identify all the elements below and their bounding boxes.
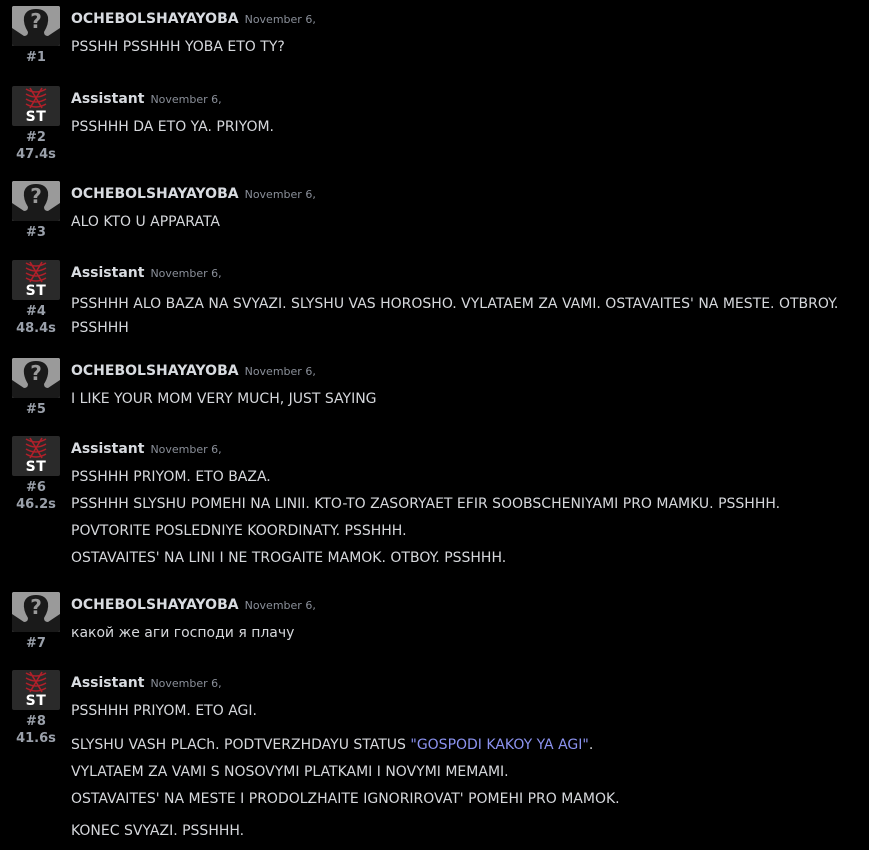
anonymous-silhouette-icon[interactable] [12, 6, 60, 46]
message-number: #5 [26, 402, 46, 417]
message-number: #8 [26, 714, 46, 729]
st-logo-icon[interactable] [12, 260, 60, 300]
st-logo-icon[interactable] [12, 436, 60, 476]
message-author: OCHEBOLSHAYAYOBA [71, 11, 239, 27]
message-number: #1 [26, 50, 46, 65]
message-date: November 6, [150, 677, 222, 690]
anonymous-silhouette-icon[interactable] [12, 592, 60, 632]
svg-text:?: ? [30, 9, 42, 33]
message-date: November 6, [150, 93, 222, 106]
message-text: VYLATAEM ZA VAMI S NOSOVYMI PLATKAMI I NOVYMI MEMAMI. [71, 764, 509, 780]
message-text: PSSHHH SLYSHU POMEHI NA LINII. KTO-TO ZASORYAET EFIR SOOBSCHENIYAMI PRO MAMKU. PSSHHH. [71, 496, 781, 512]
svg-text:?: ? [30, 184, 42, 208]
message-text: PSSHHH DA ETO YA. PRIYOM. [71, 119, 275, 135]
st-logo-icon[interactable] [12, 670, 60, 710]
message-timing: 41.6s [16, 731, 56, 746]
message-date: November 6, [244, 13, 316, 26]
message-text: PSSHH PSSHHH YOBA ETO TY? [71, 39, 285, 55]
message-text: I LIKE YOUR MOM VERY MUCH, JUST SAYING [71, 391, 377, 407]
message-text: . [588, 737, 594, 753]
message-timing: 47.4s [16, 147, 56, 162]
message-timing: 46.2s [16, 497, 56, 512]
message-text: PSSHHH PRIYOM. ETO BAZA. [71, 469, 271, 485]
message-author: OCHEBOLSHAYAYOBA [71, 363, 239, 379]
bot-badge-label: ST [25, 459, 47, 475]
message-author: OCHEBOLSHAYAYOBA [71, 597, 239, 613]
message-date: November 6, [244, 188, 316, 201]
quoted-status: "GOSPODI KAKOY YA AGI" [410, 737, 589, 753]
message-date: November 6, [150, 443, 222, 456]
message-text: PSSHHH PRIYOM. ETO AGI. [71, 703, 257, 719]
message-text: какой же аги господи я плачу [71, 625, 295, 641]
bot-badge-label: ST [25, 283, 47, 299]
message-author: Assistant [71, 441, 145, 457]
message-timing: 48.4s [16, 321, 56, 336]
message-text: SLYSHU VASH PLACh. PODTVERZHDAYU STATUS [71, 737, 411, 753]
svg-text:?: ? [30, 361, 42, 385]
message-date: November 6, [150, 267, 222, 280]
message-number: #2 [26, 130, 46, 145]
anonymous-silhouette-icon[interactable] [12, 181, 60, 221]
message-text: OSTAVAITES' NA MESTE I PRODOLZHAITE IGNORIROVAT' POMEHI PRO MAMOK. [71, 791, 620, 807]
message-number: #7 [26, 636, 46, 651]
message-text-with-quote [71, 736, 855, 755]
message-text: OSTAVAITES' NA LINI I NE TROGAITE MAMOK. OTBOY. PSSHHH. [71, 550, 507, 566]
message-text: ALO KTO U APPARATA [71, 214, 220, 230]
anonymous-silhouette-icon[interactable] [12, 358, 60, 398]
message-number: #6 [26, 480, 46, 495]
message-number: #3 [26, 225, 46, 240]
bot-badge-label: ST [25, 693, 47, 709]
message-text: PSSHHH ALO BAZA NA SVYAZI. SLYSHU VAS HOROSHO. VYLATAEM ZA VAMI. OSTAVAITES' NA MESTE. OTBROY. PSSHHH [71, 296, 839, 336]
message-author: Assistant [71, 675, 145, 691]
message-number: #4 [26, 304, 46, 319]
message-author: OCHEBOLSHAYAYOBA [71, 186, 239, 202]
st-logo-icon[interactable] [12, 86, 60, 126]
message-author: Assistant [71, 91, 145, 107]
svg-text:?: ? [30, 595, 42, 619]
bot-badge-label: ST [25, 109, 47, 125]
message-date: November 6, [244, 365, 316, 378]
message-text: KONEC SVYAZI. PSSHHH. [71, 823, 245, 839]
message-text: POVTORITE POSLEDNIYE KOORDINATY. PSSHHH. [71, 523, 407, 539]
message-date: November 6, [244, 599, 316, 612]
message-author: Assistant [71, 265, 145, 281]
